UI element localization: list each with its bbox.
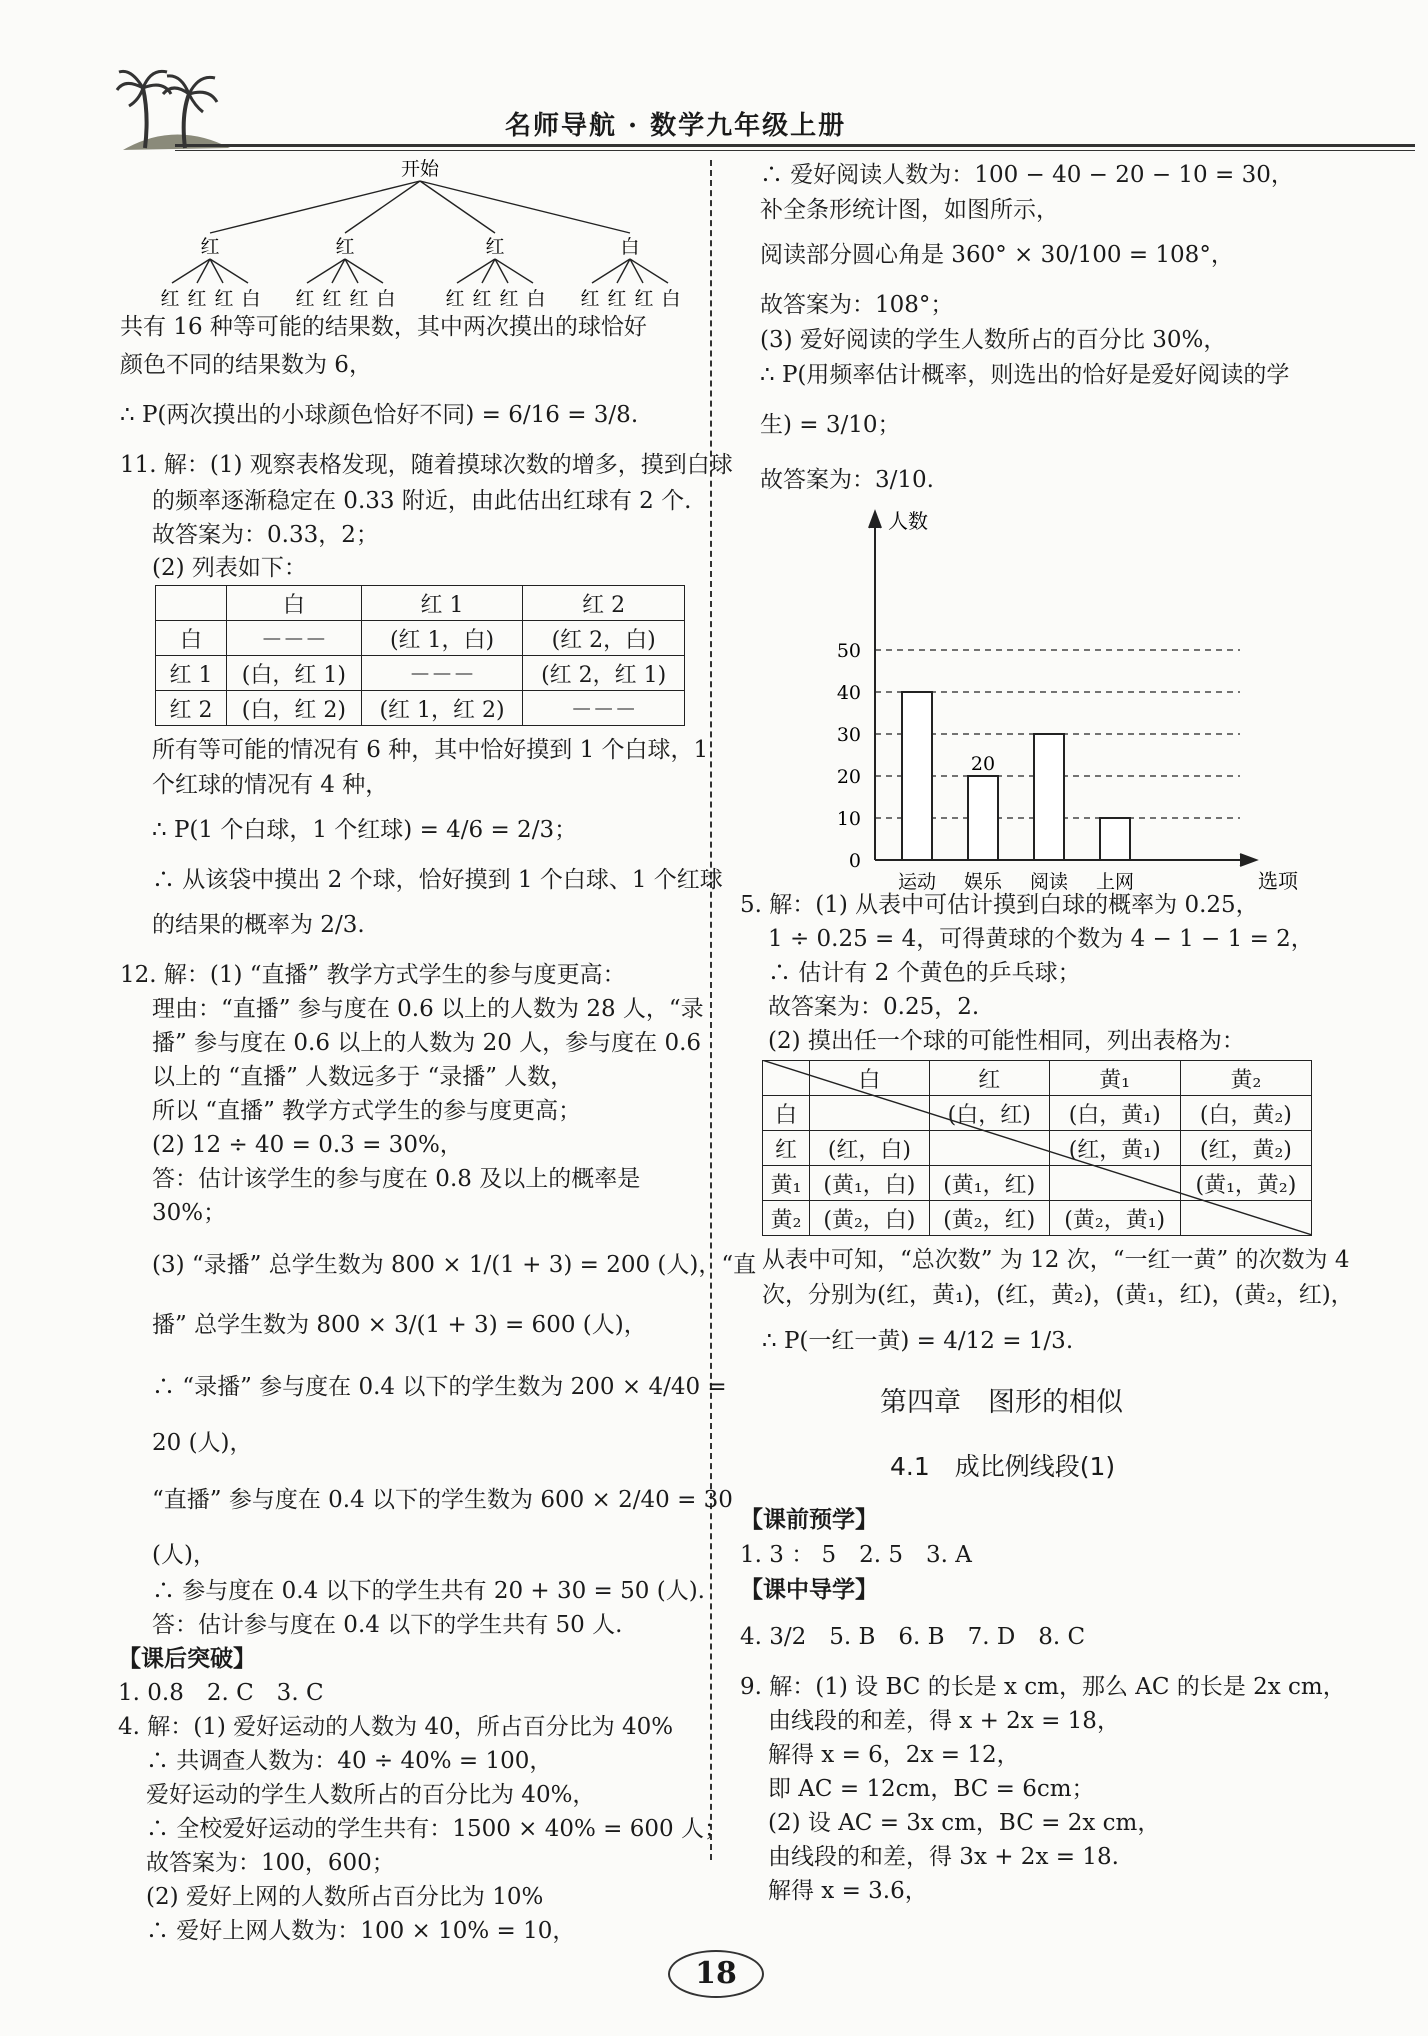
text-line: ∴ 估计有 2 个黄色的乒乓球； xyxy=(768,960,1081,986)
text-line: 的频率逐渐稳定在 0.33 附近，由此估出红球有 2 个. xyxy=(152,488,692,514)
table-cell: 黄₂ xyxy=(763,1201,810,1236)
table-cell: (白，红 2) xyxy=(227,691,362,726)
table-cell: 红 2 xyxy=(156,691,227,726)
palm-tree-icon xyxy=(115,60,235,155)
tree-node-l2: 红 xyxy=(634,288,654,310)
table-cell: (白，黄₁) xyxy=(1049,1096,1180,1131)
tree-node-l2: 白 xyxy=(241,288,261,310)
equation-line: (3) “录播” 总学生数为 800 × 1/(1 + 3) = 200 (人)，“直 xyxy=(152,1252,757,1278)
text-line: 答：估计该学生的参与度在 0.8 及以上的概率是 xyxy=(152,1166,641,1192)
table-cell: －－－ xyxy=(523,691,685,726)
page-number: 18 xyxy=(668,1950,764,1998)
text-line: 故答案为：100，600； xyxy=(146,1850,395,1876)
table-cell xyxy=(156,586,227,621)
text-line: 理由：“直播” 参与度在 0.6 以上的人数为 28 人，“录 xyxy=(152,996,704,1022)
y-tick-label: 50 xyxy=(836,640,861,662)
equation-line: ∴ P(一红一黄) = 4/12 = 1/3. xyxy=(762,1328,1074,1354)
table-cell: (白，红) xyxy=(929,1096,1049,1131)
tree-node-l2: 红 xyxy=(160,288,180,310)
table-cell: (黄₁，白) xyxy=(810,1166,930,1201)
section-heading: 【课后突破】 xyxy=(118,1646,256,1672)
text-line: 30%； xyxy=(152,1200,227,1226)
x-axis-label: 选项 xyxy=(1258,869,1298,893)
equation-line: “直播” 参与度在 0.4 以下的学生数为 600 × 2/40 = 30 xyxy=(152,1487,733,1513)
y-tick-label: 10 xyxy=(836,808,861,830)
y-axis-label: 人数 xyxy=(888,509,928,533)
tree-node-l2: 红 xyxy=(187,288,207,310)
text-line: 故答案为：0.25，2. xyxy=(768,994,980,1020)
question-4: 4. 解：(1) 爱好运动的人数为 40，所占百分比为 40% xyxy=(118,1714,674,1740)
text-line: 1 ÷ 0.25 = 4，可得黄球的个数为 4 − 1 − 1 = 2， xyxy=(768,926,1314,952)
y-tick-label: 0 xyxy=(848,850,861,872)
probability-tree xyxy=(140,155,700,310)
table-cell: (红，黄₂) xyxy=(1180,1131,1311,1166)
bar xyxy=(1100,818,1130,860)
y-axis-arrow xyxy=(869,512,881,528)
text-line: ∴ 爱好阅读人数为：100 − 40 − 20 − 10 = 30， xyxy=(760,162,1294,188)
outcome-table-1 xyxy=(155,585,685,726)
header-rule-thin xyxy=(175,150,1415,151)
tree-node-l2: 白 xyxy=(376,288,396,310)
tree-node-l1: 红 xyxy=(485,236,505,258)
tree-node-l1: 红 xyxy=(335,236,355,258)
header-title: 名师导航 · 数学九年级上册 xyxy=(505,111,847,141)
text-line: 由线段的和差，得 x + 2x = 18， xyxy=(768,1708,1120,1734)
page-header xyxy=(115,60,1315,160)
question-9: 9. 解：(1) 设 BC 的长是 x cm，那么 AC 的长是 2x cm， xyxy=(740,1674,1346,1700)
equation-line: 生) = 3/10； xyxy=(760,412,901,438)
text-line: (2) 摸出任一个球的可能性相同，列出表格为： xyxy=(768,1028,1245,1054)
tree-node-l2: 白 xyxy=(526,288,546,310)
text-line: 故答案为：108°； xyxy=(760,292,954,318)
section-heading: 【课前预学】 xyxy=(740,1507,878,1533)
y-tick-label: 20 xyxy=(836,766,861,788)
section-heading: 【课中导学】 xyxy=(740,1577,878,1603)
x-tick-label: 运动 xyxy=(897,871,937,893)
text-line: (2) 列表如下： xyxy=(152,555,307,581)
equation-line: ∴ “录播” 参与度在 0.4 以下的学生数为 200 × 4/40 = xyxy=(152,1374,727,1400)
outcome-table-2-wrap xyxy=(762,1060,1312,1236)
tree-node-l2: 红 xyxy=(214,288,234,310)
tree-node-l2: 红 xyxy=(322,288,342,310)
text-line: 答：估计参与度在 0.4 以下的学生共有 50 人. xyxy=(152,1612,623,1638)
answer-line: 4. 3/2 5. B 6. B 7. D 8. C xyxy=(740,1624,1086,1650)
text-line: ∴ 参与度在 0.4 以下的学生共有 20 + 30 = 50 (人). xyxy=(152,1578,705,1604)
table-cell: (黄₁，黄₂) xyxy=(1180,1166,1311,1201)
table-cell: (黄₁，红) xyxy=(929,1166,1049,1201)
text-line: 以上的 “直播” 人数远多于 “录播” 人数， xyxy=(152,1064,574,1090)
answer-line: 1. 0.8 2. C 3. C xyxy=(118,1680,324,1706)
tree-node-l2: 红 xyxy=(472,288,492,310)
table-cell: (黄₂，白) xyxy=(810,1201,930,1236)
text-line: 所有等可能的情况有 6 种，其中恰好摸到 1 个白球，1 xyxy=(152,737,709,763)
table-cell: 黄₂ xyxy=(1180,1061,1311,1096)
text-line: 即 AC = 12cm，BC = 6cm； xyxy=(768,1776,1095,1802)
table-cell: 黄₁ xyxy=(1049,1061,1180,1096)
x-axis-arrow xyxy=(1240,854,1256,866)
table-cell: 红 xyxy=(763,1131,810,1166)
chapter-title: 第四章 图形的相似 xyxy=(880,1387,1123,1418)
table-cell: (红 1，白) xyxy=(361,621,523,656)
table-cell: 白 xyxy=(156,621,227,656)
table-cell: 白 xyxy=(810,1061,930,1096)
x-tick-label: 上网 xyxy=(1095,871,1135,893)
text-line: ∴ 全校爱好运动的学生共有：1500 × 40% = 600 人； xyxy=(146,1816,727,1842)
text-line: 20 (人)， xyxy=(152,1430,253,1456)
table-cell: －－－ xyxy=(361,656,523,691)
text-line: ∴ 从该袋中摸出 2 个球，恰好摸到 1 个白球、1 个红球 xyxy=(152,867,723,893)
text-line: 故答案为：3/10. xyxy=(760,467,934,493)
tree-node-l2: 红 xyxy=(445,288,465,310)
tree-node-l2: 红 xyxy=(607,288,627,310)
bar-chart xyxy=(830,500,1330,895)
equation-line: ∴ P(两次摸出的小球颜色恰好不同) = 6/16 = 3/8. xyxy=(120,402,639,428)
text-line: 共有 16 种等可能的结果数，其中两次摸出的球恰好 xyxy=(120,314,647,340)
tree-node-l2: 红 xyxy=(580,288,600,310)
lesson-title: 4.1 成比例线段(1) xyxy=(890,1452,1116,1481)
bar xyxy=(1034,734,1064,860)
data-label: 20 xyxy=(970,753,996,775)
table-cell: (红 1，红 2) xyxy=(361,691,523,726)
text-line: (2) 设 AC = 3x cm，BC = 2x cm， xyxy=(768,1810,1161,1836)
text-line: 故答案为：0.33，2； xyxy=(152,522,379,548)
table-cell: 白 xyxy=(227,586,362,621)
table-row xyxy=(156,621,685,656)
bar xyxy=(902,692,932,860)
text-line: 由线段的和差，得 3x + 2x = 18. xyxy=(768,1844,1119,1870)
table-cell: 黄₁ xyxy=(763,1166,810,1201)
text-line: ∴ 爱好上网人数为：100 × 10% = 10， xyxy=(146,1918,576,1944)
table-cell: 红 2 xyxy=(523,586,685,621)
text-line: 解得 x = 6，2x = 12， xyxy=(768,1742,1020,1768)
table-cell: (黄₂，红) xyxy=(929,1201,1049,1236)
y-tick-label: 30 xyxy=(836,724,861,746)
tree-node-l2: 红 xyxy=(295,288,315,310)
equation-line: ∴ P(1 个白球，1 个红球) = 4/6 = 2/3； xyxy=(152,817,578,843)
tree-node-l1: 白 xyxy=(620,236,640,258)
table-cell: (红 2，白) xyxy=(523,621,685,656)
text-line: 次，分别为(红，黄₁)，(红，黄₂)，(黄₁，红)，(黄₂，红)， xyxy=(762,1282,1354,1308)
text-line: 颜色不同的结果数为 6， xyxy=(120,352,372,378)
x-tick-label: 阅读 xyxy=(1029,871,1069,893)
text-line: (2) 12 ÷ 40 = 0.3 = 30%， xyxy=(152,1132,463,1158)
table-cell: (红，白) xyxy=(810,1131,930,1166)
tree-node-l2: 红 xyxy=(349,288,369,310)
table-cell: (白，红 1) xyxy=(227,656,362,691)
header-rule xyxy=(175,144,1415,147)
tree-root: 开始 xyxy=(400,158,440,180)
table-cell: 红 1 xyxy=(156,656,227,691)
text-line: 的结果的概率为 2/3. xyxy=(152,912,365,938)
text-line: 从表中可知，“总次数” 为 12 次，“一红一黄” 的次数为 4 xyxy=(762,1247,1350,1273)
table-cell: (黄₂，黄₁) xyxy=(1049,1201,1180,1236)
answer-line: 1. 3 ： 5 2. 5 3. A xyxy=(740,1542,972,1568)
tree-node-l2: 白 xyxy=(661,288,681,310)
bar xyxy=(968,776,998,860)
text-line: 个红球的情况有 4 种， xyxy=(152,772,389,798)
text-line: 解得 x = 3.6， xyxy=(768,1878,928,1904)
text-line: 所以 “直播” 教学方式学生的参与度更高； xyxy=(152,1098,582,1124)
table-diagonal xyxy=(762,1060,1312,1240)
table-cell: 红 xyxy=(929,1061,1049,1096)
tree-node-l1: 红 xyxy=(200,236,220,258)
equation-line: 播” 总学生数为 800 × 3/(1 + 3) = 600 (人)， xyxy=(152,1312,647,1338)
y-tick-label: 40 xyxy=(836,682,861,704)
text-line: 爱好运动的学生人数所占的百分比为 40%， xyxy=(146,1782,596,1808)
column-divider xyxy=(710,160,712,1860)
table-cell: 红 1 xyxy=(361,586,523,621)
text-line: ∴ 共调查人数为：40 ÷ 40% = 100， xyxy=(146,1748,553,1774)
question-12: 12. 解：(1) “直播” 教学方式学生的参与度更高： xyxy=(120,962,626,988)
table-row xyxy=(156,656,685,691)
text-line: (3) 爱好阅读的学生人数所占的百分比 30%， xyxy=(760,327,1227,353)
tree-node-l2: 红 xyxy=(499,288,519,310)
table-cell: 白 xyxy=(763,1096,810,1131)
question-5: 5. 解：(1) 从表中可估计摸到白球的概率为 0.25， xyxy=(740,892,1259,918)
text-line: ∴ P(用频率估计概率，则选出的恰好是爱好阅读的学 xyxy=(760,362,1290,388)
table-cell: －－－ xyxy=(227,621,362,656)
question-11: 11. 解：(1) 观察表格发现，随着摸球次数的增多，摸到白球 xyxy=(120,452,733,478)
table-cell: (红，黄₁) xyxy=(1049,1131,1180,1166)
text-line: 播” 参与度在 0.6 以上的人数为 20 人，参与度在 0.6 xyxy=(152,1030,702,1056)
text-line: 补全条形统计图，如图所示， xyxy=(760,197,1059,223)
table-cell: (红 2，红 1) xyxy=(523,656,685,691)
table-cell: (白，黄₂) xyxy=(1180,1096,1311,1131)
text-line: (2) 爱好上网的人数所占百分比为 10% xyxy=(146,1884,544,1910)
equation-line: 阅读部分圆心角是 360° × 30/100 = 108°， xyxy=(760,242,1234,268)
x-tick-label: 娱乐 xyxy=(963,871,1003,893)
table-header-row xyxy=(156,586,685,621)
table-row xyxy=(156,691,685,726)
text-line: (人)， xyxy=(152,1542,216,1568)
